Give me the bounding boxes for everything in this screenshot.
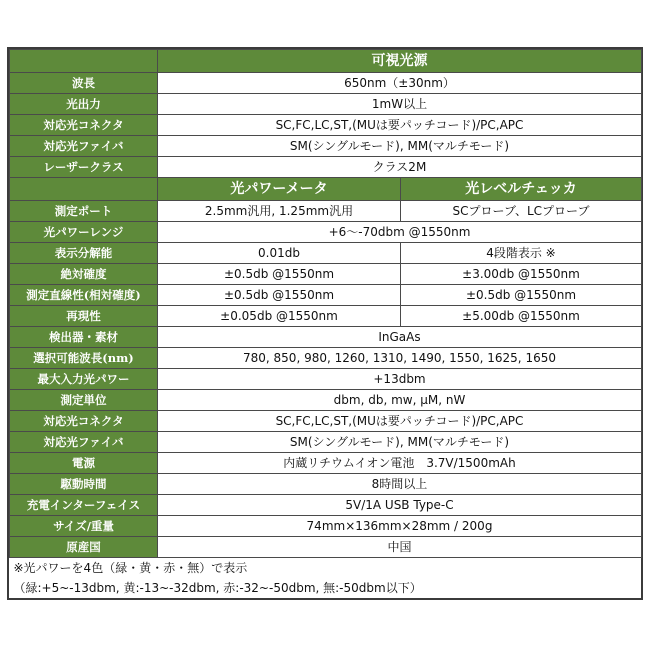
spec-row xyxy=(10,306,642,327)
spec-value-power-meter: 2.5mm汎用, 1.25mm汎用 xyxy=(158,201,401,222)
footnote-text: （緑:+5~-13dbm, 黄:-13~-32dbm, 赤:-32~-50dbm, 無:-50dbm以下） xyxy=(13,581,422,595)
spec-table-body xyxy=(10,50,642,599)
spec-label: 対応光コネクタ xyxy=(10,115,158,136)
spec-label: 最大入力光パワー xyxy=(10,369,158,390)
spec-value-level-checker: ±3.00db @1550nm xyxy=(401,264,642,285)
spec-label: 駆動時間 xyxy=(10,474,158,495)
spec-value-level-checker: SCプローブ、LCプローブ xyxy=(401,201,642,222)
section-title-visible-source: 可視光源 xyxy=(158,50,642,73)
spec-value: SC,FC,LC,ST,(MUは要パッチコード)/PC,APC xyxy=(158,115,642,136)
spec-value: InGaAs xyxy=(158,327,642,348)
spec-value-level-checker: ±0.5db @1550nm xyxy=(401,285,642,306)
spec-sheet xyxy=(7,47,643,600)
spec-label: 電源 xyxy=(10,453,158,474)
spec-value-power-meter: ±0.05db @1550nm xyxy=(158,306,401,327)
spec-value-level-checker: ±5.00db @1550nm xyxy=(401,306,642,327)
spec-row xyxy=(10,537,642,558)
spec-row xyxy=(10,327,642,348)
spec-row xyxy=(10,516,642,537)
spec-value: 1mW以上 xyxy=(158,94,642,115)
spec-value: 内蔵リチウムイオン電池 3.7V/1500mAh xyxy=(158,453,642,474)
spec-row xyxy=(10,222,642,243)
spec-row xyxy=(10,411,642,432)
spec-value: SM(シングルモード), MM(マルチモード) xyxy=(158,432,642,453)
header-blank-cell xyxy=(10,50,158,73)
header-blank-cell xyxy=(10,178,158,201)
spec-row xyxy=(10,495,642,516)
spec-value-level-checker: 4段階表示 ※ xyxy=(401,243,642,264)
spec-label: サイズ/重量 xyxy=(10,516,158,537)
spec-value: SM(シングルモード), MM(マルチモード) xyxy=(158,136,642,157)
spec-label: 対応光コネクタ xyxy=(10,411,158,432)
spec-row xyxy=(10,115,642,136)
spec-label: 再現性 xyxy=(10,306,158,327)
section-header-visible-source xyxy=(10,50,642,73)
spec-row xyxy=(10,474,642,495)
footnote-text: ※光パワーを4色（緑・黄・赤・無）で表示 xyxy=(10,558,642,579)
spec-row xyxy=(10,157,642,178)
spec-row xyxy=(10,432,642,453)
spec-label: 検出器・素材 xyxy=(10,327,158,348)
footnote-row xyxy=(10,558,642,579)
spec-value: 74mm×136mm×28mm / 200g xyxy=(158,516,642,537)
spec-row xyxy=(10,369,642,390)
spec-value: クラス2M xyxy=(158,157,642,178)
spec-label: 波長 xyxy=(10,73,158,94)
spec-value: +13dbm xyxy=(158,369,642,390)
spec-row xyxy=(10,73,642,94)
spec-value: 780, 850, 980, 1260, 1310, 1490, 1550, 1625, 1650 xyxy=(158,348,642,369)
spec-label: 測定ポート xyxy=(10,201,158,222)
spec-label: 測定単位 xyxy=(10,390,158,411)
spec-value: SC,FC,LC,ST,(MUは要パッチコード)/PC,APC xyxy=(158,411,642,432)
spec-label: 光パワーレンジ xyxy=(10,222,158,243)
spec-label: 測定直線性(相対確度) xyxy=(10,285,158,306)
section-title-level-checker: 光レベルチェッカ xyxy=(401,178,642,201)
spec-row xyxy=(10,243,642,264)
spec-value: 中国 xyxy=(158,537,642,558)
spec-value: 5V/1A USB Type-C xyxy=(158,495,642,516)
spec-value: dbm, db, mw, μM, nW xyxy=(158,390,642,411)
spec-label: 対応光ファイバ xyxy=(10,136,158,157)
spec-label: レーザークラス xyxy=(10,157,158,178)
spec-row xyxy=(10,348,642,369)
section-title-power-meter: 光パワーメータ xyxy=(158,178,401,201)
spec-row xyxy=(10,201,642,222)
spec-row xyxy=(10,285,642,306)
spec-row xyxy=(10,264,642,285)
spec-row xyxy=(10,94,642,115)
spec-value: +6～-70dbm @1550nm xyxy=(158,222,642,243)
spec-label: 充電インターフェイス xyxy=(10,495,158,516)
section-header-meters xyxy=(10,178,642,201)
spec-table xyxy=(9,49,642,598)
spec-value: 650nm（±30nm） xyxy=(158,73,642,94)
spec-value-power-meter: ±0.5db @1550nm xyxy=(158,285,401,306)
spec-label: 光出力 xyxy=(10,94,158,115)
spec-label: 対応光ファイバ xyxy=(10,432,158,453)
spec-value: 8時間以上 xyxy=(158,474,642,495)
spec-label: 選択可能波長(nm) xyxy=(10,348,158,369)
spec-value-power-meter: ±0.5db @1550nm xyxy=(158,264,401,285)
spec-row xyxy=(10,390,642,411)
spec-row xyxy=(10,136,642,157)
spec-label: 絶対確度 xyxy=(10,264,158,285)
spec-label: 原産国 xyxy=(10,537,158,558)
spec-value-power-meter: 0.01db xyxy=(158,243,401,264)
spec-label: 表示分解能 xyxy=(10,243,158,264)
spec-row xyxy=(10,453,642,474)
footnote-row xyxy=(10,578,642,598)
